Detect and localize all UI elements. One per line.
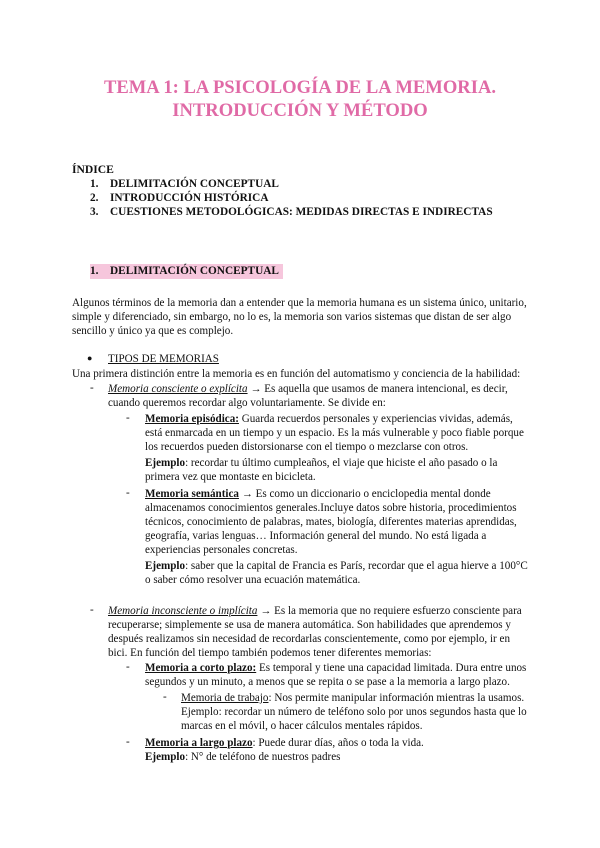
section-heading-highlighted: 1. DELIMITACIÓN CONCEPTUAL: [90, 264, 283, 279]
dash-icon: -: [126, 487, 130, 499]
episodica-line: Memoria episódica: Guarda recuerdos personales y experiencias vividas, además,: [145, 413, 513, 425]
semantica-example: o saber cómo resolver una ecuación matemática.: [145, 574, 361, 586]
memoria-trabajo-line: Ejemplo: recordar un número de teléfono solo por unos segundos hasta que lo: [181, 706, 527, 718]
explicita-line: Memoria consciente o explícita → Es aquella que usamos de manera intencional, es decir,: [108, 383, 508, 395]
index-item: 3. CUESTIONES METODOLÓGICAS: MEDIDAS DIRECTAS E INDIRECTAS: [90, 206, 493, 218]
document-title-line-2: INTRODUCCIÓN Y MÉTODO: [172, 100, 428, 121]
semantica-line: Memoria semántica → Es como un diccionario o enciclopedia mental donde: [145, 488, 491, 500]
semantica-line: almacenamos conocimientos generales.Incluye datos sobre historia, procedimientos: [145, 502, 517, 514]
tipos-heading: TIPOS DE MEMORIAS: [108, 353, 219, 365]
dash-icon: -: [126, 661, 130, 673]
document-title-line-1: TEMA 1: LA PSICOLOGÍA DE LA MEMORIA.: [103, 77, 497, 98]
intro-paragraph-line: sencillo y único ya que es complejo.: [72, 325, 234, 337]
largo-plazo-line: Memoria a largo plazo: Puede durar días, años o toda la vida.: [145, 737, 424, 749]
dash-icon: -: [90, 604, 94, 616]
corto-plazo-line: segundos y un minuto, a menos que se repita o se pase a la memoria a largo plazo.: [145, 676, 510, 688]
dash-icon: -: [90, 382, 94, 394]
index-heading: ÍNDICE: [72, 163, 114, 176]
implicita-line: después realizamos sin necesidad de recordarlas conscientemente, como por ejemplo, ir en: [108, 633, 510, 645]
implicita-line: bici. En función del tiempo también podemos tener diferentes memorias:: [108, 647, 432, 659]
semantica-example: Ejemplo: saber que la capital de Francia es París, recordar que el agua hierve a 100°C: [145, 560, 528, 572]
intro-paragraph-line: Algunos términos de la memoria dan a entender que la memoria humana es un sistema único, unitario,: [72, 297, 527, 309]
dash-icon: -: [126, 412, 130, 424]
index-item: 1. DELIMITACIÓN CONCEPTUAL: [90, 178, 279, 190]
explicita-line: cuando queremos recordar algo voluntariamente. Se divide en:: [108, 397, 386, 409]
memoria-trabajo-line: Memoria de trabajo: Nos permite manipular información mientras la usamos.: [181, 692, 525, 704]
corto-plazo-line: Memoria a corto plazo: Es temporal y tiene una capacidad limitada. Dura entre unos: [145, 662, 527, 674]
implicita-line: Memoria inconsciente o implícita → Es la memoria que no requiere esfuerzo consciente para: [108, 605, 522, 617]
implicita-line: recuperarse; simplemente se usa de manera automática. Son habilidades que aprendemos y: [108, 619, 511, 631]
dash-icon: -: [126, 736, 130, 748]
episodica-example: primera vez que montaste en bicicleta.: [145, 471, 316, 483]
dash-icon: -: [163, 691, 167, 703]
episodica-line: está enmarcada en un tiempo y un espacio. Es la más vulnerable y poco fiable porque: [145, 427, 524, 439]
intro-paragraph-line: simple y diferenciado, sin embargo, no lo es, la memoria son varios sistemas que distan de ser algo: [72, 311, 512, 323]
episodica-example: Ejemplo: recordar tu último cumpleaños, el viaje que hiciste el año pasado o la: [145, 457, 498, 469]
bullet-icon: ●: [87, 353, 93, 363]
semantica-line: experiencias personales concretas.: [145, 544, 298, 556]
index-item: 2. INTRODUCCIÓN HISTÓRICA: [90, 192, 269, 204]
tipos-intro: Una primera distinción entre la memoria es en función del automatismo y conciencia de la habilidad:: [72, 368, 521, 380]
semantica-line: geografía, varias lenguas… Información general del mundo. No está ligada a: [145, 530, 487, 542]
semantica-line: técnicos, conocimiento de palabras, mates, biología, diferentes materias aprendidas,: [145, 516, 517, 528]
largo-plazo-example: Ejemplo: N° de teléfono de nuestros padres: [145, 751, 341, 763]
memoria-trabajo-line: marcas en el móvil, o hacer cálculos mentales rápidos.: [181, 720, 423, 732]
episodica-line: los recuerdos pueden distorsionarse con el tiempo o mezclarse con otros.: [145, 441, 469, 453]
